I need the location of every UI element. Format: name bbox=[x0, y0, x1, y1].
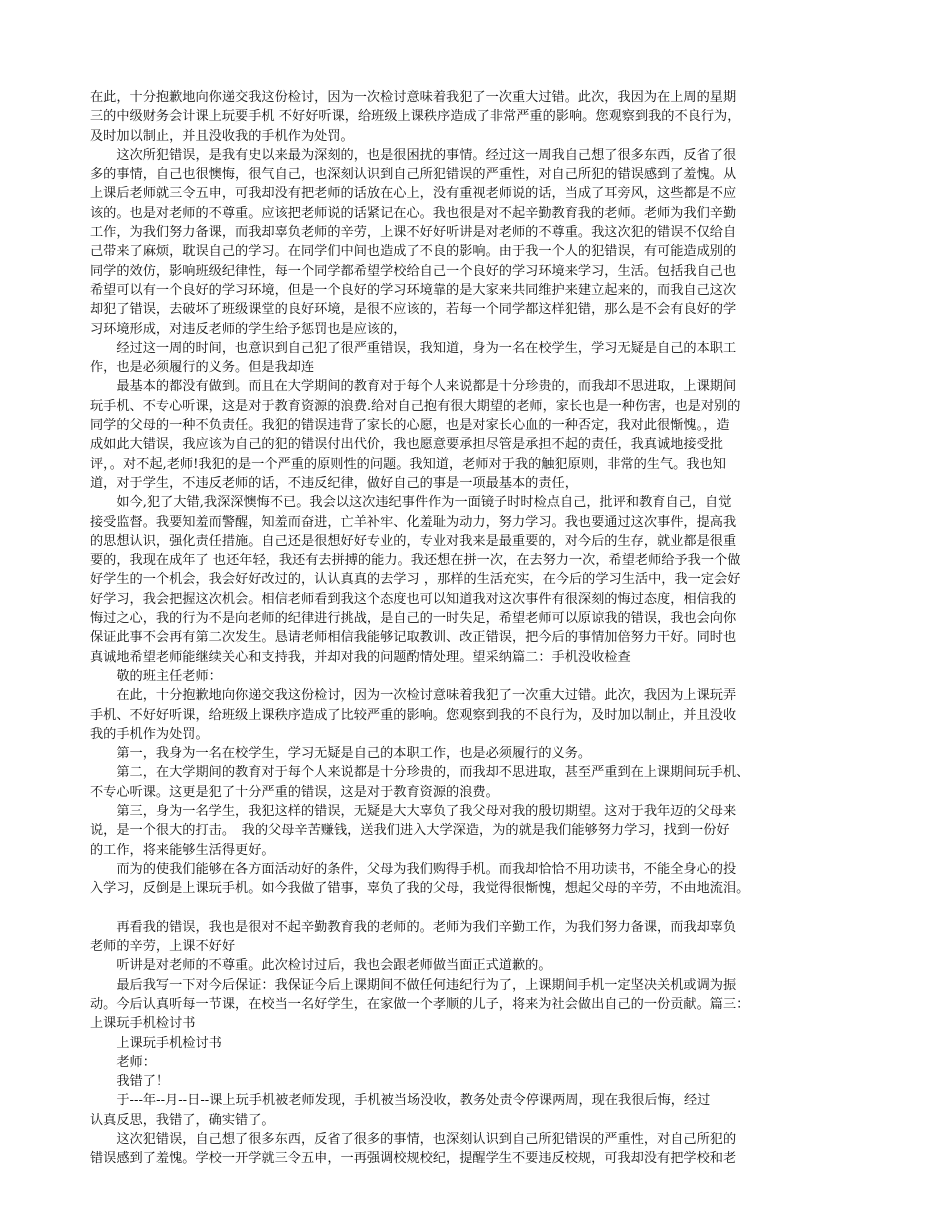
text-line: 动。今后认真听每一节课，在校当一名好学生，在家做一个孝顺的儿子，将来为社会做出自己的一份贡献。篇三： bbox=[90, 996, 750, 1012]
text-line: 最基本的都没有做到。而且在大学期间的教育对于每个人来说都是十分珍贵的，而我却不思进取，上课期间 bbox=[90, 379, 737, 395]
text-line: 作，也是必须履行的义务。但是我却连 bbox=[90, 360, 315, 376]
text-line: 这次所犯错误，是我有史以来最为深刻的，也是很困扰的事情。经过这一周我自己想了很多东西，反省了很 bbox=[90, 147, 737, 163]
text-line: 第一，我身为一名在校学生，学习无疑是自己的本职工作，也是必须履行的义务。 bbox=[90, 746, 592, 762]
text-line: 于---年--月--日--课上玩手机被老师发现，手机被当场没收，教务处责令停课两周，现在我很后悔，经过 bbox=[90, 1093, 711, 1109]
text-line: 上课后老师就三令五申，可我却没有把老师的话放在心上，没有重视老师说的话，当成了耳旁风，这些都是不应 bbox=[90, 186, 737, 202]
text-line: 最后我写一下对今后保证：我保证今后上课期间不做任何违纪行为了，上课期间手机一定坚决关机或调为振 bbox=[90, 977, 737, 993]
text-line: 不专心听课。这更是犯了十分严重的错误，这是对于教育资源的浪费。 bbox=[90, 784, 499, 800]
text-line: 上课玩手机检讨书 bbox=[90, 1035, 222, 1051]
text-line: 我的手机作为处罚。 bbox=[90, 726, 209, 742]
text-line: 却犯了错误，去破坏了班级课堂的良好环境，是很不应该的，若每一个同学都这样犯错，那么是不会有良好的学 bbox=[90, 302, 737, 318]
text-line: 工作，为我们努力备课，而我却辜负老师的辛劳，上课不好好听讲是对老师的不尊重。我这次犯的错误不仅给自 bbox=[90, 225, 737, 241]
text-line: 入学习，反倒是上课玩手机。如今我做了错事，辜负了我的父母，我觉得很惭愧，想起父母的辛劳，不由地流泪。 bbox=[90, 881, 750, 897]
text-line: 评，。对不起,老师!我犯的是一个严重的原则性的问题。我知道，老师对于我的触犯原则，非常的生气。我也知 bbox=[90, 456, 726, 472]
text-line: 己带来了麻烦，耽误自己的学习。在同学们中间也造成了不良的影响。由于我一个人的犯错误，有可能造成别的 bbox=[90, 244, 737, 260]
text-line: 上课玩手机检讨书 bbox=[90, 1016, 196, 1032]
text-line: 希望可以有一个良好的学习环境，但是一个良好的学习环境靠的是大家来共同维护来建立起来的，而我自己这次 bbox=[90, 282, 737, 298]
text-line: 要的，我现在成年了 也还年轻，我还有去拼搏的能力。我还想在拼一次，在去努力一次，希望老师给予我一个做 bbox=[90, 553, 741, 569]
text-line: 的思想认识，强化责任措施。自己还是很想好好专业的，专业对我来是最重要的，对今后的生存，就业都是很重 bbox=[90, 533, 737, 549]
text-line: 而为的使我们能够在各方面活动好的条件，父母为我们购得手机。而我却恰恰不用功读书，不能全身心的投 bbox=[90, 861, 737, 877]
text-line: 第二，在大学期间的教育对于每个人来说都是十分珍贵的，而我却不思进取，甚至严重到在上课期间玩手机、 bbox=[90, 765, 750, 781]
text-line: 这次犯错误，自己想了很多东西，反省了很多的事情，也深刻认识到自己所犯错误的严重性，对自己所犯的 bbox=[90, 1132, 737, 1148]
text-line: 错误感到了羞愧。学校一开学就三令五申，一再强调校规校纪，提醒学生不要违反校规，可我却没有把学校和老 bbox=[90, 1151, 737, 1167]
text-line: 在此，十分抱歉地向你递交我这份检讨，因为一次检讨意味着我犯了一次重大过错。此次，我因为在上周的星期 bbox=[90, 90, 737, 105]
text-line: 敬的班主任老师： bbox=[90, 668, 222, 684]
text-line: 道，对于学生，不违反老师的话，不违反纪律，做好自己的事是一项最基本的责任， bbox=[90, 475, 578, 491]
text-line: 多的事情，自己也很懊悔，很气自己，也深刻认识到自己所犯错误的严重性，对自己所犯的错误感到了羞愧。从 bbox=[90, 167, 737, 183]
text-line: 如今,犯了大错,我深深懊悔不已。我会以这次违纪事件作为一面镜子时时检点自己，批评和教育自己，自觉 bbox=[90, 495, 732, 511]
text-line: 在此，十分抱歉地向你递交我这份检讨，因为一次检讨意味着我犯了一次重大过错。此次，我因为上课玩弄 bbox=[90, 688, 737, 704]
text-line: 认真反思，我错了，确实错了。 bbox=[90, 1112, 275, 1128]
text-line: 接受监督。我要知羞而警醒，知羞而奋进，亡羊补牢、化羞耻为动力，努力学习。我也要通过这次事件，提高我 bbox=[90, 514, 737, 530]
text-line: 老师的辛劳，上课不好好 bbox=[90, 939, 236, 955]
text-line: 三的中级财务会计课上玩要手机 不好好听课，给班级上课秩序造成了非常严重的影响。您观察到我的不良行为， bbox=[90, 109, 741, 125]
text-line: 手机、不好好听课，给班级上课秩序造成了比较严重的影响。您观察到我的不良行为，及时加以制止，并且没收 bbox=[90, 707, 737, 723]
text-line: 第三，身为一名学生，我犯这样的错误，无疑是大大辜负了我父母对我的殷切期望。这对于我年迈的父母来 bbox=[90, 803, 737, 819]
text-line: 好学习，我会把握这次机会。相信老师看到我这个态度也可以知道我对这次事件有很深刻的悔过态度，相信我的 bbox=[90, 591, 737, 607]
text-line: 悔过之心，我的行为不是向老师的纪律进行挑战，是自己的一时失足，希望老师可以原谅我的错误，我也会向你 bbox=[90, 611, 737, 627]
text-line: 经过这一周的时间，也意识到自己犯了很严重错误，我知道，身为一名在校学生，学习无疑是自己的本职工 bbox=[90, 340, 737, 356]
text-line: 该的。也是对老师的不尊重。应该把老师说的话紧记在心。我也很是对不起辛勤教育我的老师。老师为我们辛勤 bbox=[90, 205, 737, 221]
text-line: 同学的效仿，影响班级纪律性，每一个同学都希望学校给自己一个良好的学习环境来学习，生活。包括我自己也 bbox=[90, 263, 737, 279]
text-line: 保证此事不会再有第二次发生。恳请老师相信我能够记取教训、改正错误，把今后的事情加倍努力干好。同时也 bbox=[90, 630, 737, 646]
text-line: 说，是一个很大的打击。 我的父母辛苦赚钱，送我们进入大学深造，为的就是我们能够努力学习，找到一份好 bbox=[90, 823, 730, 839]
text-line: 我错了！ bbox=[90, 1074, 170, 1090]
text-line: 再看我的错误，我也是很对不起辛勤教育我的老师的。老师为我们辛勤工作，为我们努力备课，而我却辜负 bbox=[90, 919, 737, 935]
text-line: 成如此大错误，我应该为自己的犯的错误付出代价，我也愿意要承担尽管是承担不起的责任，我真诚地接受批 bbox=[90, 437, 723, 453]
text-line: 好学生的一个机会，我会好好改过的，认认真真的去学习 ，那样的生活充实，在今后的学习生活中，我一定会好 bbox=[90, 572, 741, 588]
text-line: 听讲是对老师的不尊重。此次检讨过后，我也会跟老师做当面正式道歉的。 bbox=[90, 958, 552, 974]
text-line: 同学的父母的一种不负责任。我犯的错误违背了家长的心愿，也是对家长心血的一种否定，我对此很惭愧。，造 bbox=[90, 418, 730, 434]
text-line: 真诚地希望老师能继续关心和支持我，并却对我的问题酌情处理。望采纳篇二：手机没收检查 bbox=[90, 649, 631, 665]
text-line bbox=[90, 898, 860, 917]
text-line: 玩手机、不专心听课，这是对于教育资源的浪费.给对自己抱有很大期望的老师，家长也是一种伤害，也是对别的 bbox=[90, 398, 741, 414]
text-line: 老师： bbox=[90, 1054, 156, 1070]
text-line: 的工作，将来能够生活得更好。 bbox=[90, 842, 275, 858]
text-line: 习环境形成，对违反老师的学生给予惩罚也是应该的， bbox=[90, 321, 407, 337]
text-line: 及时加以制止，并且没收我的手机作为处罚。 bbox=[90, 128, 354, 144]
